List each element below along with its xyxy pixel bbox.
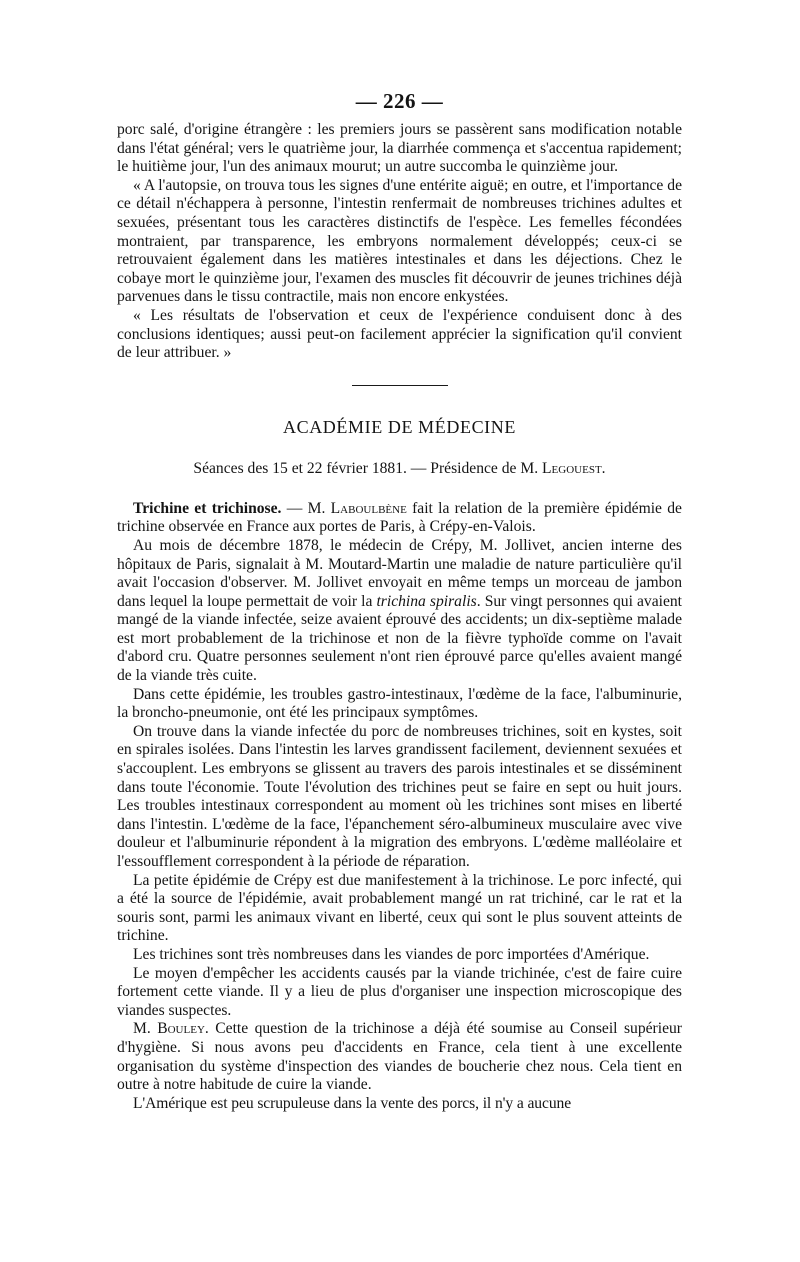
session-suffix: . [601,459,606,477]
lead-text: fait la relation de la première épidémie de trichine observée en France aux portes de Paris, à Crépy-en-Valois. [117,499,682,536]
article-lead-paragraph [117,500,682,537]
article-paragraph-crepy: La petite épidémie de Crépy est due manifestement à la trichinose. Le porc infecté, qui a été la source de l'épidémie, avait probablement mangé un rat trichiné, car le rat et la souris sont, parmi les animaux vivant en liberté, ceux qui sont le plus souvent atteints de trichine. [117,871,682,945]
article-paragraph-prevention: Le moyen d'empêcher les accidents causés par la viande trichinée, c'est de faire cuire fortement cette viande. Il y a lieu de plus d'organiser une inspection microscopique des viandes suspectes. [117,964,682,1019]
session-prefix: Séances des 15 et 22 février 1881. — Présidence de M. [193,459,539,477]
article-last-line: L'Amérique est peu scrupuleuse dans la vente des porcs, il n'y a aucune [133,1094,572,1112]
lead-dash: — M. [281,499,331,517]
article-paragraph-america: Les trichines sont très nombreuses dans les viandes de porc importées d'Amérique. [133,945,650,963]
article-paragraph-symptoms: Dans cette épidémie, les troubles gastro-intestinaux, l'œdème de la face, l'albuminurie, la broncho-pneumonie, ont été les principaux symptômes. [117,685,682,722]
species-name-italic: trichina spiralis [376,592,477,610]
session-president: Legouest [542,459,602,477]
continuation-paragraph-2: « A l'autopsie, on trouva tous les signes d'une entérite aiguë; en outre, et l'importance de ce détail n'échappera à personne, l'intestin renfermait de nombreuses trichines adultes et sexuées, présentant tous les caractères distinctifs de l'espèce. Les femelles fécondées montraient, par transparence, les embryons normalement développés; ceux-ci se retrouvaient également dans les matières intestinales et dans les déjections. Chez le cobaye mort le quinzième jour, l'examen des muscles fit découvrir de jeunes trichines déjà parvenues dans le tissu contractile, mais non encore enkystées. [117,176,682,306]
section-divider-rule [352,385,448,386]
article-paragraph-evolution: On trouve dans la viande infectée du porc de nombreuses trichines, soit en kystes, soit en spirales isolées. Dans l'intestin les larves grandissent facilement, deviennent sexuées et s'accouplent. Les embryons se glissent au travers des parois intestinales et se disséminent dans toute l'économie. Toute l'évolution des trichines peut se faire en sept ou huit jours. Les troubles intestinaux correspondent au moment où les trichines sont mises en liberté dans l'intestin. L'œdème de la face, l'épanchement séro-albumineux musculaire avec vive douleur et l'albuminurie répondent à la migration des embryons. L'œdème malléolaire et l'essoufflement correspondent à la période de réparation. [117,722,682,870]
jollivet-text-before: Au mois de décembre 1878, le médecin de Crépy, M. Jollivet, ancien interne des hôpitaux de Paris, signalait à M. Moutard-Martin une maladie de nature particulière qu'il avait l'occasion d'observer. M. Jollivet envoyait en même temps un morceau de jambon dans lequel la loupe permettait de voir la [117,536,682,610]
lead-speaker-name: Laboulbène [330,499,407,517]
section-heading: ACADÉMIE DE MÉDECINE [283,416,516,437]
session-dates-line [117,460,682,478]
bouley-text: . Cette question de la trichinose a déjà été soumise au Conseil supérieur d'hygiène. Si nous avons peu d'accidents en France, cela tient à une excellente organisation du système d'inspection des viandes de boucherie chez nous. Cela tient en outre à notre habitude de cuire la viande. [117,1020,682,1094]
article-body [117,500,682,1114]
page-number: — 226 — [355,89,444,113]
article-paragraph-bouley [117,1020,682,1094]
book-page [117,88,682,1113]
bouley-speaker-name: M. Bouley [133,1020,205,1038]
continuation-paragraph-1: porc salé, d'origine étrangère : les premiers jours se passèrent sans modification notable dans l'état général; vers le quatrième jour, la diarrhée commença et s'accentua rapidement; le huitième jour, l'un des animaux mourut; un autre succomba le quinzième jour. [117,121,682,176]
article-paragraph-jollivet [117,537,682,686]
continuation-paragraph-3: « Les résultats de l'observation et ceux de l'expérience conduisent donc à des conclusions identiques; aussi peut-on facilement apprécier la signification qu'il convient de leur attribuer. » [117,306,682,362]
continuation-text [117,121,682,363]
jollivet-text-after: . Sur vingt personnes qui avaient mangé de la viande infectée, seize avaient éprouvé des accidents; un dix-septième malade est mort probablement de la trichinose et non de la fièvre typhoïde comme on l'avait d'abord cru. Quatre personnes seulement n'ont rien éprouvé parce qu'elles avaient mangé de la viande très cuite. [117,592,683,685]
article-title: Trichine et trichinose. [133,499,282,517]
